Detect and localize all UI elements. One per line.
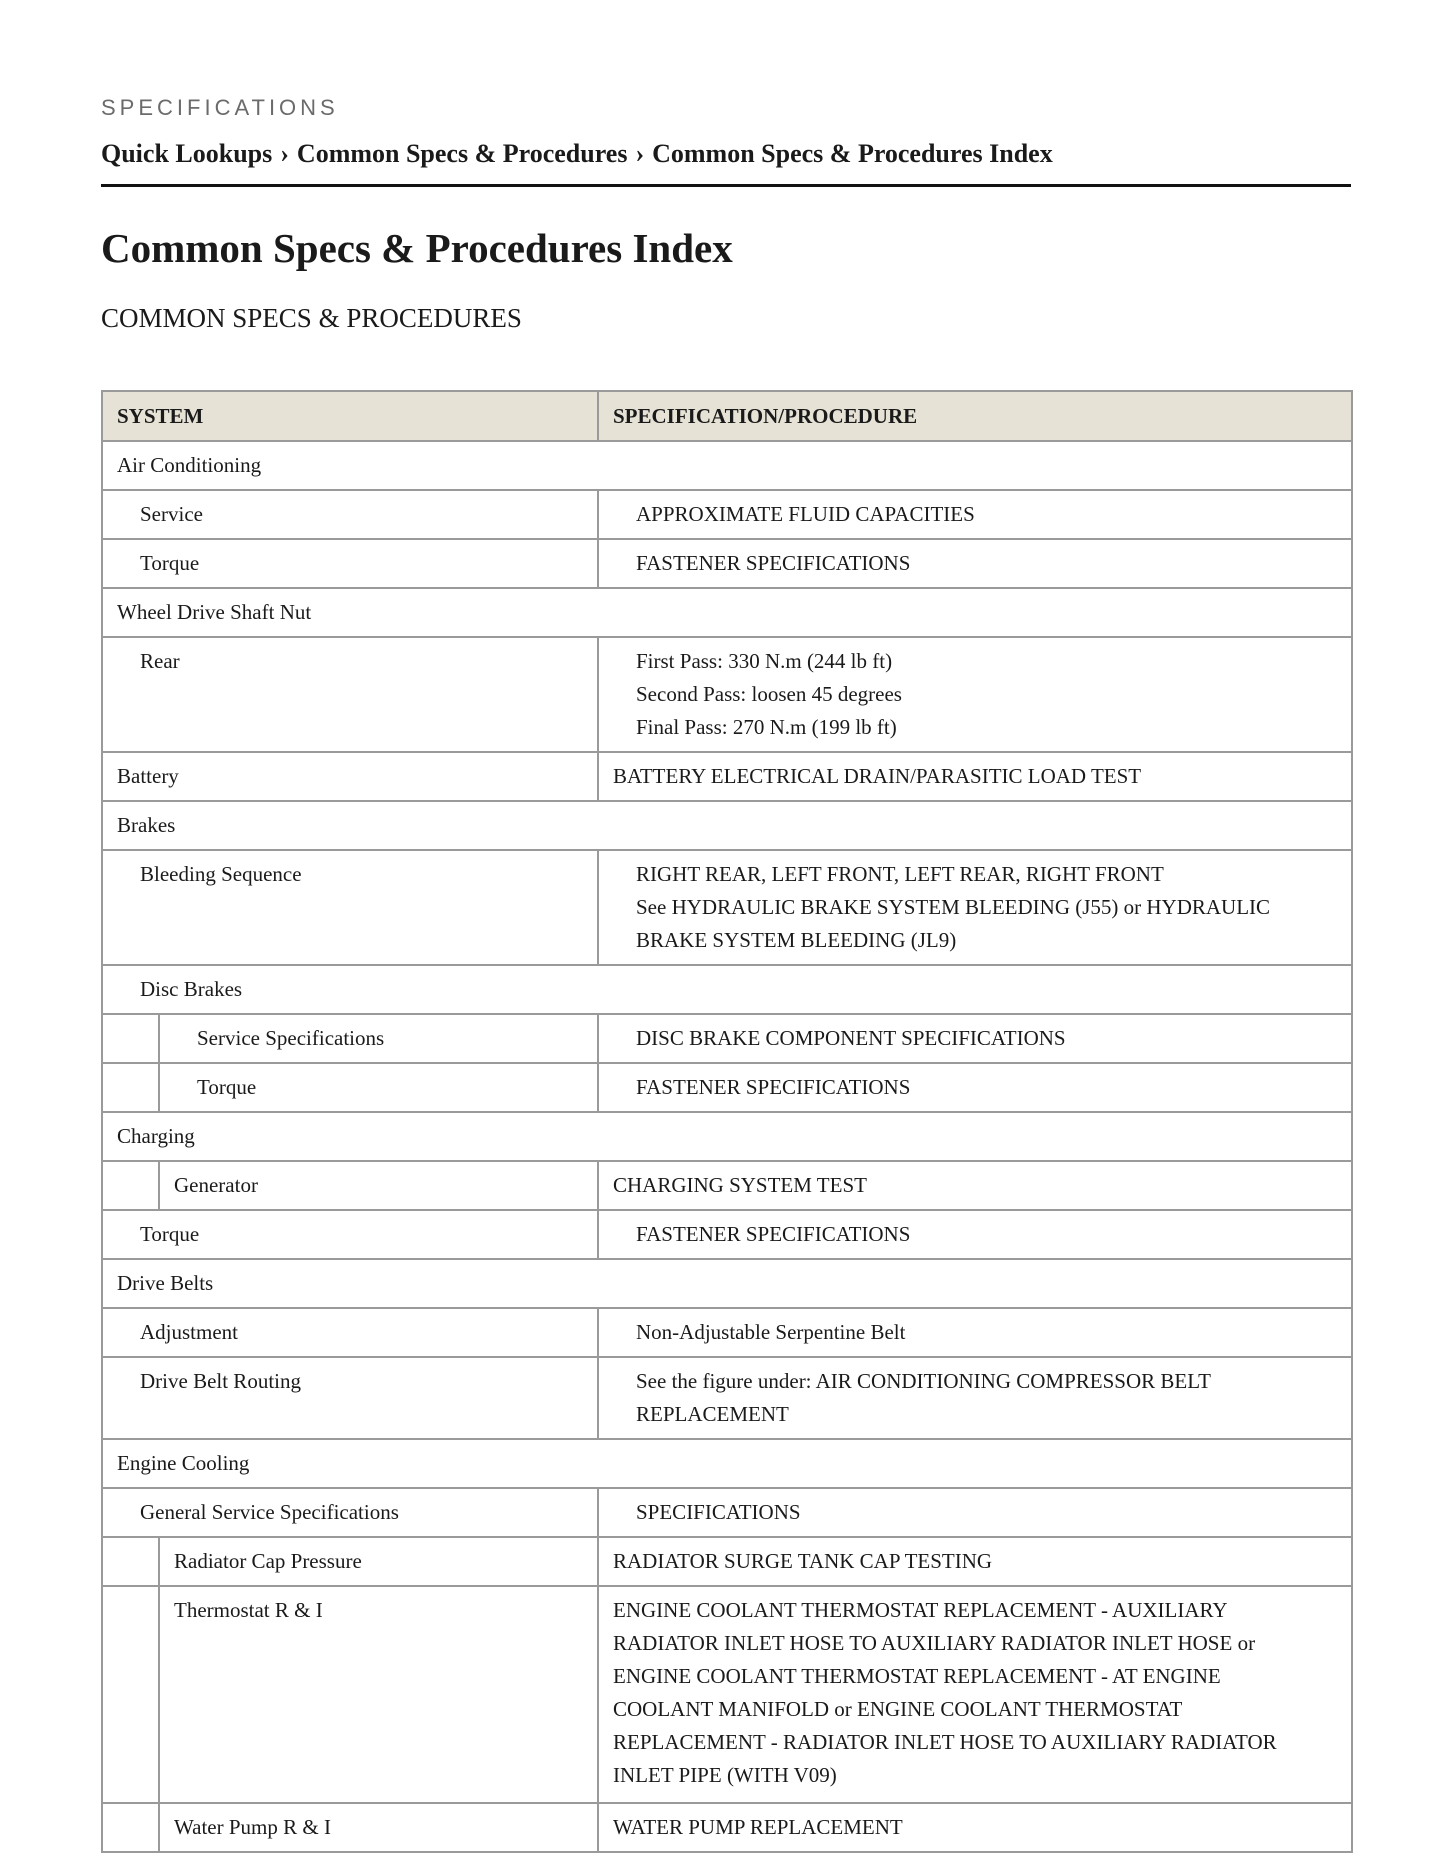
spec-link[interactable]: CHARGING SYSTEM TEST xyxy=(598,1161,1352,1210)
spec-link[interactable]: FASTENER SPECIFICATIONS xyxy=(598,539,1352,588)
spec-link[interactable]: BATTERY ELECTRICAL DRAIN/PARASITIC LOAD TEST xyxy=(598,752,1352,801)
table-row xyxy=(102,1308,1352,1357)
table-row xyxy=(102,1112,1352,1161)
spec-link[interactable]: FASTENER SPECIFICATIONS xyxy=(598,1210,1352,1259)
component-cell: Adjustment xyxy=(102,1308,598,1357)
breadcrumb-item-common-specs[interactable]: Common Specs & Procedures xyxy=(296,139,628,168)
system-cell: Engine Cooling xyxy=(102,1439,1352,1488)
spec-link[interactable]: FASTENER SPECIFICATIONS xyxy=(598,1063,1352,1112)
table-row xyxy=(102,1063,1352,1112)
table-header-row xyxy=(102,391,1352,441)
spec-link[interactable]: SPECIFICATIONS xyxy=(598,1488,1352,1537)
table-row xyxy=(102,1014,1352,1063)
component-cell: General Service Specifications xyxy=(102,1488,598,1537)
document-page xyxy=(101,94,1351,1839)
spec-link[interactable]: DISC BRAKE COMPONENT SPECIFICATIONS xyxy=(598,1014,1352,1063)
system-cell: Battery xyxy=(102,752,598,801)
table-row xyxy=(102,490,1352,539)
section-eyebrow: SPECIFICATIONS xyxy=(101,95,339,120)
table-row xyxy=(102,588,1352,637)
subcomponent-cell: Service Specifications xyxy=(102,1014,598,1063)
subcomponent-cell: Generator xyxy=(102,1161,598,1210)
system-cell: Brakes xyxy=(102,801,1352,850)
specs-table xyxy=(101,390,1353,1853)
spec-link[interactable]: RADIATOR SURGE TANK CAP TESTING xyxy=(598,1537,1352,1586)
subcomponent-cell: Thermostat R & I xyxy=(102,1586,598,1803)
table-row xyxy=(102,1537,1352,1586)
table-row xyxy=(102,539,1352,588)
section-subtitle: COMMON SPECS & PROCEDURES xyxy=(101,303,522,333)
column-header-system: SYSTEM xyxy=(102,391,598,441)
table-row xyxy=(102,801,1352,850)
breadcrumb-separator: › xyxy=(280,139,289,168)
subcomponent-cell: Radiator Cap Pressure xyxy=(102,1537,598,1586)
spec-text: First Pass: 330 N.m (244 lb ft) Second Pass: loosen 45 degrees Final Pass: 270 N.m (199 lb ft) xyxy=(598,637,1352,752)
subcomponent-cell: Water Pump R & I xyxy=(102,1803,598,1852)
breadcrumb-separator: › xyxy=(635,139,645,168)
component-cell: Torque xyxy=(102,1210,598,1259)
component-cell: Torque xyxy=(102,539,598,588)
system-cell: Drive Belts xyxy=(102,1259,1352,1308)
component-cell: Disc Brakes xyxy=(102,965,1352,1014)
spec-link[interactable]: APPROXIMATE FLUID CAPACITIES xyxy=(598,490,1352,539)
component-cell: Bleeding Sequence xyxy=(102,850,598,965)
spec-link[interactable]: ENGINE COOLANT THERMOSTAT REPLACEMENT - AUXILIARY RADIATOR INLET HOSE TO AUXILIARY RADIATOR INLET HOSE or ENGINE COOLANT THERMOSTAT REPLACEMENT - AT ENGINE COOLANT MANIFOLD or ENGINE COOLANT THERMOSTAT REPLACEMENT - RADIATOR INLET HOSE TO AUXILIARY RADIATOR INLET PIPE (WITH V09) xyxy=(598,1586,1352,1803)
table-row xyxy=(102,965,1352,1014)
header-divider xyxy=(101,184,1351,187)
table-row xyxy=(102,1259,1352,1308)
column-header-spec: SPECIFICATION/PROCEDURE xyxy=(598,391,1352,441)
system-cell: Wheel Drive Shaft Nut xyxy=(102,588,1352,637)
component-cell: Rear xyxy=(102,637,598,752)
table-row xyxy=(102,637,1352,752)
table-row xyxy=(102,1439,1352,1488)
spec-link[interactable]: WATER PUMP REPLACEMENT xyxy=(598,1803,1352,1852)
table-row xyxy=(102,1357,1352,1439)
subcomponent-cell: Torque xyxy=(102,1063,598,1112)
system-cell: Charging xyxy=(102,1112,1352,1161)
breadcrumb-item-current: Common Specs & Procedures Index xyxy=(652,139,1053,168)
table-row xyxy=(102,850,1352,965)
system-cell: Air Conditioning xyxy=(102,441,1352,490)
component-cell: Drive Belt Routing xyxy=(102,1357,598,1439)
breadcrumb xyxy=(101,138,1351,170)
spec-text: RIGHT REAR, LEFT FRONT, LEFT REAR, RIGHT FRONT See HYDRAULIC BRAKE SYSTEM BLEEDING (J55) or HYDRAULIC BRAKE SYSTEM BLEEDING (JL9) xyxy=(598,850,1352,965)
table-row xyxy=(102,1803,1352,1852)
breadcrumb-item-quick-lookups[interactable]: Quick Lookups xyxy=(101,139,273,168)
table-row xyxy=(102,752,1352,801)
spec-text: Non-Adjustable Serpentine Belt xyxy=(598,1308,1352,1357)
spec-link[interactable]: See the figure under: AIR CONDITIONING COMPRESSOR BELT REPLACEMENT xyxy=(598,1357,1352,1439)
page-title: Common Specs & Procedures Index xyxy=(101,225,733,271)
component-cell: Service xyxy=(102,490,598,539)
table-row xyxy=(102,1161,1352,1210)
table-row xyxy=(102,441,1352,490)
table-row xyxy=(102,1488,1352,1537)
table-row xyxy=(102,1210,1352,1259)
table-row xyxy=(102,1586,1352,1803)
